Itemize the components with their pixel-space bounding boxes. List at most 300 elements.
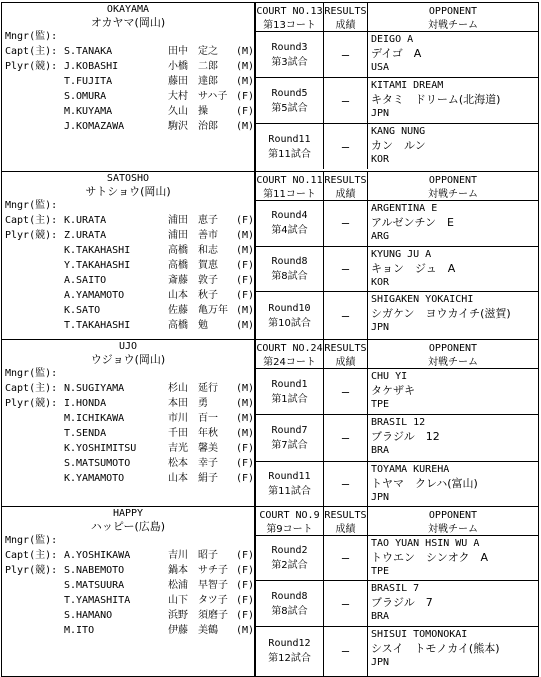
team-header [2, 172, 254, 198]
player-japanese-name: 田中 定之 [168, 46, 218, 57]
results-label-ja: 成績 [335, 20, 356, 31]
match-row [256, 581, 538, 626]
opponent-name-ja: ブラジル 7 [371, 596, 433, 610]
player-row [2, 426, 254, 441]
opponent-name-en: CHU YI [371, 371, 408, 382]
player-role: Mngr(監): [5, 368, 58, 379]
player-role: Capt(主): [5, 550, 58, 561]
player-japanese-name: 斎藤 敦子 [168, 275, 218, 286]
player-role: Plyr(競): [5, 61, 58, 72]
player-romaji-name: N.SUGIYAMA [64, 383, 125, 394]
player-romaji-name: T.TAKAHASHI [64, 320, 131, 331]
team-header [2, 507, 254, 533]
player-role: Plyr(競): [5, 398, 58, 409]
court-number: COURT NO.13 [256, 6, 323, 17]
opponent-country: BRA [371, 445, 390, 457]
round-cell [256, 415, 324, 460]
player-romaji-name: T.SENDA [64, 428, 107, 439]
court-number-ja: 第9コート [266, 524, 313, 535]
opponent-cell [368, 32, 538, 77]
opponent-name-ja: キタミ ドリーム(北海道) [371, 93, 501, 106]
player-romaji-name: Y.TAKAHASHI [64, 260, 131, 271]
player-japanese-name: 久山 操 [168, 106, 208, 117]
player-role [2, 578, 64, 593]
round-cell [256, 627, 324, 676]
player-romaji-name: I.HONDA [64, 398, 107, 409]
opponent-cell [368, 247, 538, 292]
player-japanese-name: 高橋 勉 [168, 320, 208, 331]
player-romaji-name [64, 366, 168, 381]
round-label: Round3 [271, 41, 308, 53]
round-label-ja: 第11試合 [268, 485, 311, 497]
player-romaji-name: K.TAKAHASHI [64, 245, 131, 256]
player-sex: (M) [236, 625, 255, 636]
player-romaji-name: J.KOBASHI [64, 61, 119, 72]
opponent-cell [368, 124, 538, 169]
player-row [2, 273, 254, 288]
round-cell [256, 581, 324, 625]
team-roster [2, 507, 256, 676]
round-label: Round7 [271, 424, 308, 436]
team-name-ja: ウジョウ(岡山) [90, 353, 166, 366]
opponent-name-ja: カン ルン [371, 139, 426, 152]
court-number: COURT NO.11 [256, 175, 323, 186]
player-japanese-name: 浦田 善市 [168, 230, 218, 241]
opponent-country: ARG [371, 231, 390, 242]
round-label-ja: 第12試合 [268, 653, 311, 665]
team-name-en: SATOSHO [106, 173, 150, 184]
opponent-label: OPPONENT [428, 343, 478, 354]
player-row [2, 288, 254, 303]
match-row [256, 369, 538, 415]
player-japanese-name: 杉山 延行 [168, 383, 218, 394]
player-row [2, 228, 254, 243]
round-label: Round1 [271, 378, 308, 390]
player-romaji-name [64, 198, 168, 213]
player-sex: (F) [236, 580, 255, 591]
round-label: Round11 [268, 470, 311, 482]
player-romaji-name: K.YAMAMOTO [64, 473, 125, 484]
opponent-cell [368, 415, 538, 460]
player-row [2, 608, 254, 623]
player-sex: (M) [236, 428, 255, 439]
player-japanese-name: 小橋 二郎 [168, 61, 218, 72]
round-label: Round10 [268, 302, 311, 314]
player-romaji-name: S.NABEMOTO [64, 565, 125, 576]
opponent-name-en: KITAMI DREAM [371, 80, 444, 91]
result-cell [324, 536, 368, 580]
result-cell [324, 78, 368, 123]
team-name-en: UJO [118, 341, 138, 352]
match-row [256, 201, 538, 247]
team-name-en: HAPPY [112, 508, 144, 519]
round-cell [256, 247, 324, 292]
player-role [2, 623, 64, 638]
round-cell [256, 292, 324, 339]
opponent-label: OPPONENT [428, 510, 478, 521]
player-role [2, 471, 64, 486]
court-number-ja: 第11コート [263, 189, 316, 200]
player-role: Mngr(監): [5, 535, 58, 546]
player-role: Capt(主): [5, 215, 58, 226]
match-row [256, 124, 538, 169]
results-label: RESULTS [324, 510, 367, 521]
player-row [2, 396, 254, 411]
opponent-cell [368, 536, 538, 580]
player-sex: (M) [236, 46, 255, 57]
opponent-name-ja: シガケン ヨウカイチ(滋賀) [371, 307, 511, 321]
player-row [2, 59, 254, 74]
opponent-label-ja: 対戦チーム [428, 357, 478, 368]
player-japanese-name: 山本 絹子 [168, 473, 218, 484]
opponent-country: KOR [371, 276, 390, 288]
match-row [256, 627, 538, 676]
player-japanese-name: 吉川 昭子 [168, 550, 218, 561]
player-sex [236, 533, 254, 548]
round-cell [256, 78, 324, 123]
player-sex: (M) [236, 398, 255, 409]
team-block [2, 3, 538, 172]
player-sex: (F) [236, 550, 255, 561]
player-sex [236, 366, 254, 381]
player-sex: (F) [236, 595, 255, 606]
result-cell [324, 292, 368, 339]
player-romaji-name: S.TANAKA [64, 46, 113, 57]
player-japanese-name: 藤田 達郎 [168, 76, 218, 87]
player-role [2, 258, 64, 273]
results-label-ja: 成績 [335, 524, 356, 535]
player-japanese-name: 千田 年秋 [168, 428, 218, 439]
result-dash: — [341, 430, 350, 445]
player-japanese-name: 浦田 恵子 [168, 215, 218, 226]
player-row [2, 563, 254, 578]
opponent-name-ja: キョン ジュ A [371, 261, 456, 275]
court-cell [256, 3, 324, 31]
team-name-ja: サトショウ(岡山) [85, 185, 171, 198]
player-sex: (F) [236, 106, 255, 117]
player-role [2, 593, 64, 608]
player-japanese-name: 高橋 賀恵 [168, 260, 218, 271]
opponent-cell [368, 292, 538, 339]
opponent-cell [368, 78, 538, 123]
player-row [2, 593, 254, 608]
schedule-sheet [1, 2, 539, 677]
player-row [2, 471, 254, 486]
opponent-name-en: SHIGAKEN YOKAICHI [371, 294, 474, 306]
player-japanese-name: 伊藤 美鶴 [168, 625, 218, 636]
match-row [256, 292, 538, 339]
player-row [2, 119, 254, 134]
player-role [2, 303, 64, 318]
opponent-label: OPPONENT [428, 175, 478, 186]
match-row [256, 78, 538, 124]
result-cell [324, 201, 368, 246]
round-label: Round4 [271, 210, 308, 222]
player-role [2, 426, 64, 441]
round-label-ja: 第4試合 [271, 225, 308, 237]
court-number-ja: 第24コート [263, 357, 316, 368]
player-sex: (M) [236, 245, 255, 256]
player-role [2, 318, 64, 333]
opponent-name-en: BRASIL 12 [371, 417, 426, 429]
result-cell [324, 462, 368, 506]
round-label-ja: 第8試合 [271, 271, 308, 282]
results-label-ja: 成績 [335, 189, 356, 200]
player-romaji-name: K.URATA [64, 215, 107, 226]
player-row [2, 213, 254, 228]
opponent-label-ja: 対戦チーム [428, 189, 478, 200]
court-number-ja: 第13コート [263, 20, 316, 31]
opponent-country: KOR [371, 154, 390, 165]
round-label-ja: 第5試合 [271, 102, 308, 114]
player-sex: (M) [236, 230, 255, 241]
opponent-country: TPE [371, 566, 390, 577]
round-label-ja: 第8試合 [271, 605, 308, 617]
player-row [2, 303, 254, 318]
result-cell [324, 369, 368, 414]
result-dash: — [341, 47, 350, 62]
player-row [2, 441, 254, 456]
round-label-ja: 第3試合 [271, 56, 308, 68]
player-role: Plyr(競): [5, 230, 58, 241]
team-header [2, 3, 254, 29]
opponent-header [368, 172, 538, 200]
player-sex [236, 198, 254, 213]
player-japanese-name: 市川 百一 [168, 413, 218, 424]
round-cell [256, 369, 324, 414]
player-row [2, 243, 254, 258]
player-row [2, 366, 254, 381]
player-role [2, 456, 64, 471]
result-dash: — [341, 216, 350, 231]
court-cell [256, 172, 324, 200]
player-row [2, 456, 254, 471]
opponent-cell [368, 369, 538, 414]
player-romaji-name: S.HAMANO [64, 610, 113, 621]
player-role [2, 74, 64, 89]
player-sex: (F) [236, 443, 255, 454]
player-japanese-name: 松本 幸子 [168, 458, 218, 469]
player-sex: (M) [236, 413, 255, 424]
player-row [2, 74, 254, 89]
player-sex: (F) [236, 215, 255, 226]
match-table [256, 340, 538, 506]
player-sex: (M) [236, 305, 255, 316]
player-japanese-name: 山下 タツ子 [168, 595, 228, 606]
opponent-country: JPN [371, 322, 390, 334]
player-sex: (M) [236, 61, 255, 72]
results-label-ja: 成績 [335, 357, 356, 368]
opponent-label: OPPONENT [428, 6, 478, 17]
round-label: Round12 [268, 638, 311, 650]
opponent-name-en: TOYAMA KUREHA [371, 463, 450, 475]
round-cell [256, 536, 324, 580]
player-role [2, 104, 64, 119]
opponent-country: JPN [371, 108, 390, 119]
result-cell [324, 581, 368, 625]
result-cell [324, 415, 368, 460]
round-cell [256, 124, 324, 169]
round-cell [256, 462, 324, 506]
opponent-name-en: TAO YUAN HSIN WU A [371, 538, 480, 549]
result-dash: — [341, 551, 350, 566]
results-header [324, 507, 368, 535]
player-row [2, 381, 254, 396]
player-romaji-name [64, 533, 168, 548]
opponent-header [368, 340, 538, 368]
player-romaji-name: M.KUYAMA [64, 106, 113, 117]
result-dash: — [341, 308, 350, 323]
opponent-cell [368, 462, 538, 506]
round-label: Round2 [271, 545, 308, 557]
result-cell [324, 247, 368, 292]
court-number: COURT NO.24 [256, 343, 323, 354]
player-romaji-name: M.ITO [64, 625, 95, 636]
team-block [2, 507, 538, 676]
player-role [2, 89, 64, 104]
match-row [256, 247, 538, 293]
team-block [2, 340, 538, 507]
round-label: Round5 [271, 87, 308, 99]
result-dash: — [341, 139, 350, 154]
player-japanese-name: 高橋 和志 [168, 245, 218, 256]
match-table [256, 172, 538, 339]
team-roster [2, 172, 256, 339]
player-romaji-name: A.YOSHIKAWA [64, 550, 131, 561]
player-japanese-name: 山本 秋子 [168, 290, 218, 301]
result-dash: — [341, 262, 350, 276]
opponent-country: USA [371, 62, 390, 73]
player-sex: (F) [236, 275, 255, 286]
player-romaji-name: M.ICHIKAWA [64, 413, 125, 424]
opponent-cell [368, 581, 538, 625]
player-japanese-name: 佐藤 亀万年 [168, 305, 228, 316]
opponent-country: JPN [371, 656, 390, 668]
match-row [256, 462, 538, 506]
match-row [256, 415, 538, 461]
result-cell [324, 32, 368, 77]
match-table-header [256, 3, 538, 32]
player-role: Capt(主): [5, 383, 58, 394]
round-cell [256, 32, 324, 77]
player-sex: (F) [236, 610, 255, 621]
round-label: Round8 [271, 590, 308, 602]
court-number: COURT NO.9 [259, 510, 320, 521]
match-table [256, 507, 538, 676]
round-label-ja: 第10試合 [268, 317, 311, 329]
match-table [256, 3, 538, 171]
player-japanese-name: 駒沢 治郎 [168, 121, 218, 132]
team-name-en: OKAYAMA [106, 4, 150, 15]
team-roster [2, 340, 256, 506]
player-sex: (F) [236, 473, 255, 484]
player-sex: (F) [236, 458, 255, 469]
opponent-country: TPE [371, 399, 390, 410]
player-sex: (M) [236, 383, 255, 394]
results-header [324, 3, 368, 31]
results-label: RESULTS [324, 343, 367, 354]
match-table-header [256, 507, 538, 536]
opponent-name-ja: アルゼンチン E [371, 216, 454, 229]
player-romaji-name: S.MATSUURA [64, 580, 125, 591]
result-dash: — [341, 384, 350, 399]
player-romaji-name: K.SATO [64, 305, 101, 316]
results-label: RESULTS [324, 175, 367, 186]
player-japanese-name [168, 366, 236, 381]
opponent-name-ja: タケザキ [371, 384, 415, 397]
opponent-cell [368, 627, 538, 676]
match-table-header [256, 340, 538, 369]
player-japanese-name: 松浦 早智子 [168, 580, 228, 591]
player-role [2, 119, 64, 134]
player-row [2, 533, 254, 548]
player-sex: (M) [236, 76, 255, 87]
player-japanese-name: 浜野 須磨子 [168, 610, 228, 621]
result-cell [324, 627, 368, 676]
round-label-ja: 第2試合 [271, 560, 308, 572]
result-cell [324, 124, 368, 169]
round-label-ja: 第11試合 [268, 148, 311, 160]
match-row [256, 32, 538, 78]
opponent-header [368, 507, 538, 535]
player-romaji-name: A.SAITO [64, 275, 107, 286]
player-japanese-name: 本田 勇 [168, 398, 208, 409]
opponent-country: BRA [371, 611, 390, 623]
team-header [2, 340, 254, 366]
team-name-ja: ハッピー(広島) [90, 520, 166, 533]
player-row [2, 258, 254, 273]
player-romaji-name: K.YOSHIMITSU [64, 443, 137, 454]
result-dash: — [341, 476, 350, 491]
opponent-name-en: KANG NUNG [371, 126, 426, 137]
opponent-name-en: BRASIL 7 [371, 583, 420, 595]
player-romaji-name: A.YAMAMOTO [64, 290, 125, 301]
opponent-name-ja: ブラジル 12 [371, 430, 440, 444]
player-romaji-name: Z.URATA [64, 230, 107, 241]
opponent-name-en: DEIGO A [371, 34, 414, 45]
opponent-label-ja: 対戦チーム [428, 524, 478, 535]
player-japanese-name [168, 29, 236, 44]
player-row [2, 548, 254, 563]
player-row [2, 104, 254, 119]
player-row [2, 623, 254, 638]
player-sex: (F) [236, 290, 255, 301]
opponent-country: JPN [371, 491, 390, 503]
opponent-name-ja: トヤマ クレハ(富山) [371, 476, 478, 490]
round-cell [256, 201, 324, 246]
results-header [324, 340, 368, 368]
player-role [2, 441, 64, 456]
player-romaji-name: S.MATSUMOTO [64, 458, 131, 469]
player-role: Plyr(競): [5, 565, 58, 576]
player-sex [236, 29, 254, 44]
opponent-name-en: SHISUI TOMONOKAI [371, 628, 468, 640]
player-romaji-name: S.OMURA [64, 91, 107, 102]
round-label-ja: 第7試合 [271, 439, 308, 451]
player-sex: (M) [236, 121, 255, 132]
player-role [2, 608, 64, 623]
team-roster [2, 3, 256, 171]
player-sex: (F) [236, 260, 255, 271]
round-label-ja: 第1試合 [271, 393, 308, 405]
result-dash: — [341, 644, 350, 659]
opponent-name-ja: トウエン シンオク A [371, 551, 489, 564]
player-row [2, 44, 254, 59]
opponent-label-ja: 対戦チーム [428, 20, 478, 31]
player-row [2, 89, 254, 104]
player-row [2, 411, 254, 426]
player-sex: (F) [236, 565, 255, 576]
